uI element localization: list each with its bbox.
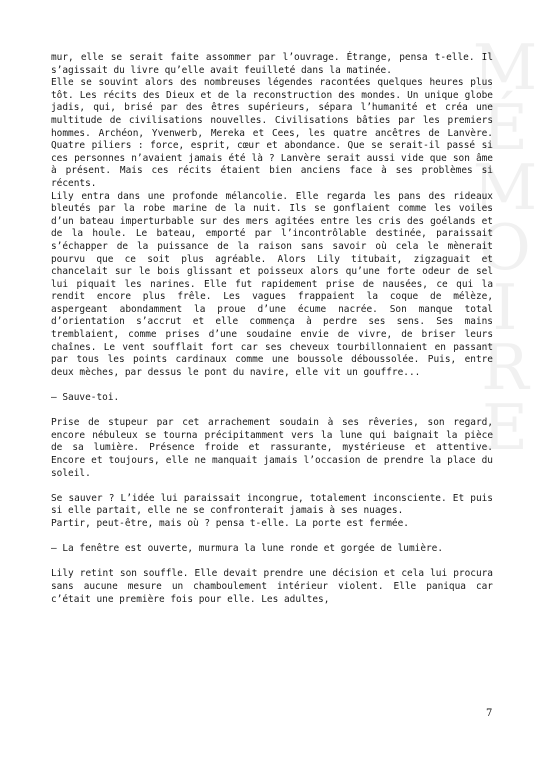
dialogue-line: – La fenêtre est ouverte, murmura la lune ronde et gorgée de lumière.: [51, 543, 444, 555]
page-number: 7: [486, 708, 493, 719]
paragraph: Partir, peut-être, mais où ? pensa t-elle. La porte est fermée.: [51, 517, 409, 529]
dialogue-line: – Sauve-toi.: [51, 392, 120, 404]
paragraph: mur, elle se serait faite assommer par l’ouvrage. Étrange, pensa t-elle. Il s’agissait du livre qu’elle avait feuilleté dans la matinée.: [51, 52, 493, 76]
paragraph: Lily retint son souffle. Elle devait prendre une décision et cela lui procura sans aucune mesure un chamboulement intérieur violent. Elle paniqua car c’était une première fois pour elle. Les adultes,: [51, 568, 493, 605]
paragraph: Elle se souvint alors des nombreuses légendes racontées quelques heures plus tôt. Les récits des Dieux et de la reconstruction des mondes. Un unique globe jadis, qui, brisé par des êtres supérieurs, sépara l’humanité et créa une multitude de civilisations nouvelles. Civilisations bâties par les premiers hommes. Archéon, Yvenwerb, Mereka et Cees, les quatre ancêtres de Lanvère. Quatre piliers : force, esprit, cœur et abondance. Que se serait-il passé si ces personnes n’avaient jamais été là ? Lanvère serait aussi vide que son âme à présent. Mais ces récits étaient bien anciens face à ses problèmes si récents.: [51, 77, 493, 189]
paragraph: Prise de stupeur par cet arrachement soudain à ses rêveries, son regard, encore nébuleux se tourna précipitamment vers la lune qui baignait la pièce de sa lumière. Présence froide et rassurante, mystérieuse et attentive. Encore et toujours, elle ne manquait jamais l’occasion de prendre la place du soleil.: [51, 417, 493, 479]
paragraph: Lily entra dans une profonde mélancolie. Elle regarda les pans des rideaux bleutés par la robe marine de la nuit. Ils se gonflaient comme les voiles d’un bateau imperturbable sur des mers agitées entre les cris des goélands et de la houle. Le bateau, emporté par l’incontrôlable destinée, paraissait s’échapper de la puissance de la raison sans savoir où cela le mènerait pourvu que ce soit plus agréable. Alors Lily titubait, zigzaguait et chancelait sur le bois glissant et poisseux alors qu’une forte odeur de sel lui piquait les narines. Elle fut rapidement prise de nausées, ce qui la rendit encore plus frêle. Les vagues frappaient la coque de mélèze, aspergeant abondamment la proue d’une écume nacrée. Son manque total d’orientation s’accrut et elle commença à perdre ses sens. Ses mains tremblaient, comme prises d’une soudaine envie de vivre, de briser leurs chaînes. Le vent soufflait fort car ses cheveux tourbillonnaient en passant par tous les points cardinaux comme une boussole déboussolée. Puis, entre deux mèches, par dessus le pont du navire, elle vit un gouffre...: [51, 190, 493, 378]
body-text: [51, 52, 493, 606]
memoire-watermark: M É M O I R E: [472, 31, 538, 464]
paragraph: Se sauver ? L’idée lui paraissait incongrue, totalement inconsciente. Et puis si elle partait, elle ne se confronterait jamais à ses nuages.: [51, 492, 493, 517]
